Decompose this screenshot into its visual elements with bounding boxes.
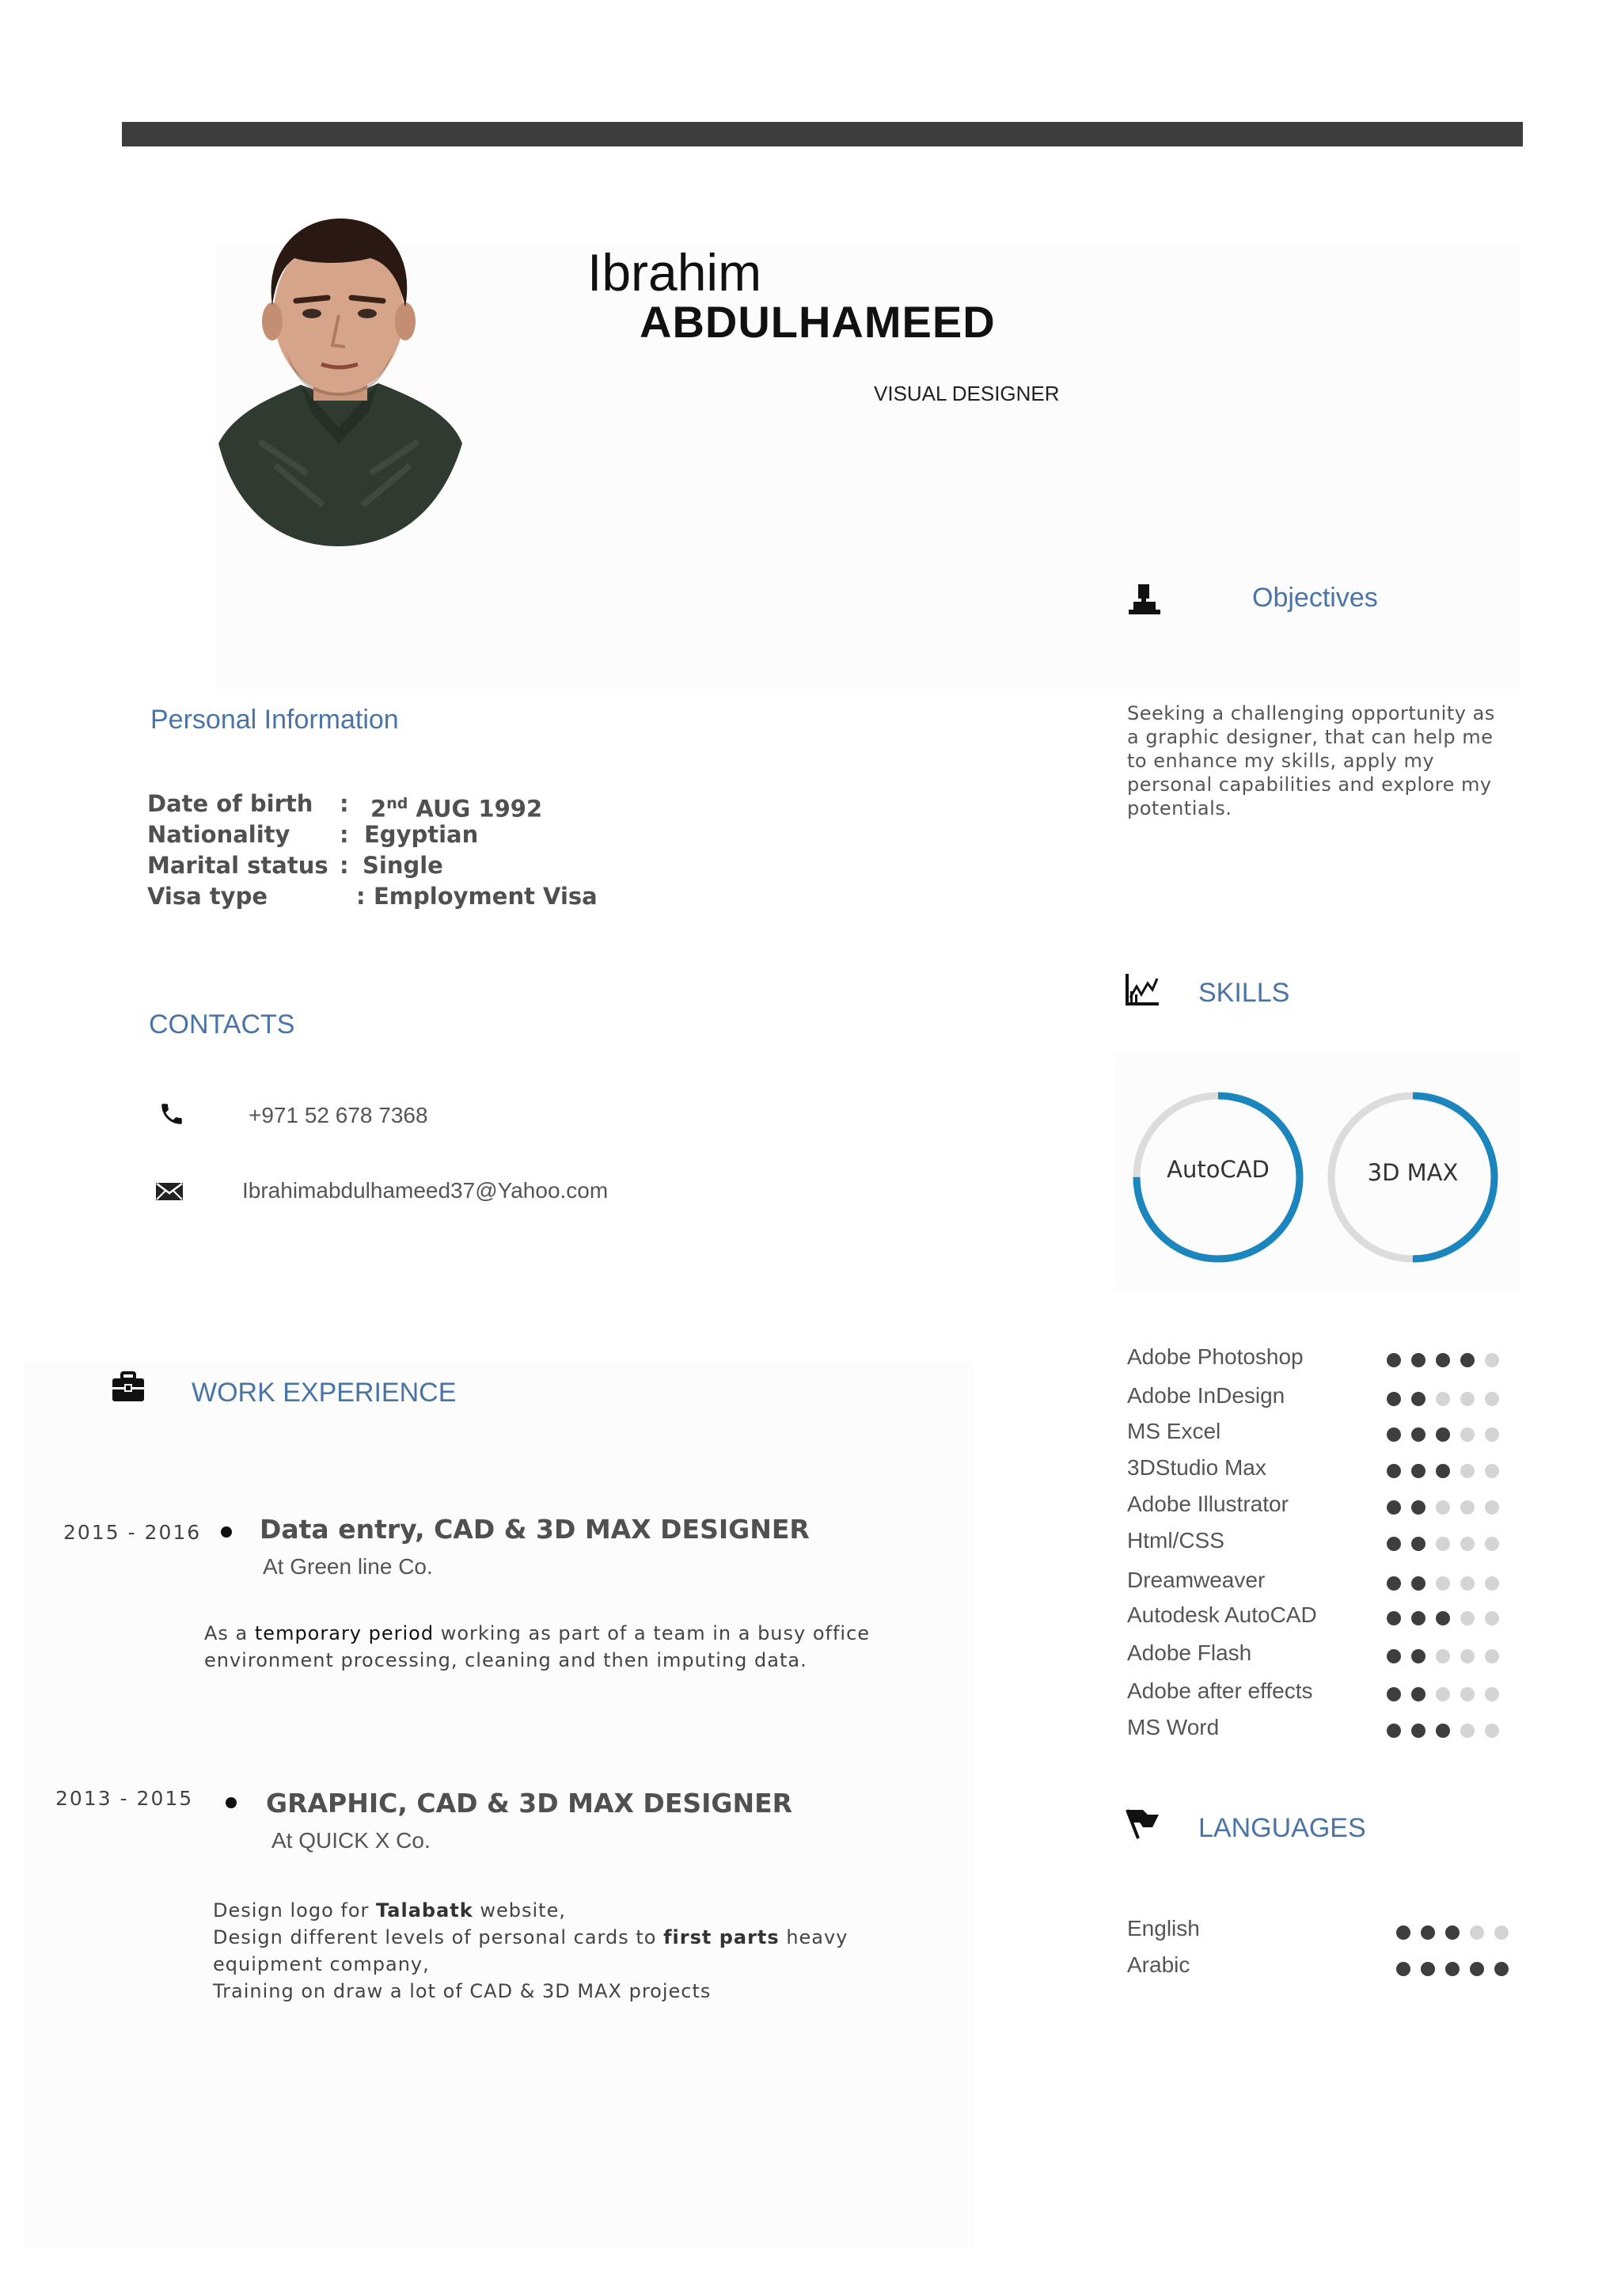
rating-dot bbox=[1485, 1576, 1499, 1591]
rating-dot bbox=[1421, 1962, 1435, 1976]
pi-row-visa bbox=[147, 881, 701, 912]
pi-label-dob: Date of birth bbox=[147, 790, 313, 817]
ring-label: AutoCAD bbox=[1167, 1156, 1270, 1183]
rating-dot bbox=[1470, 1962, 1484, 1976]
job-title-1: Data entry, CAD & 3D MAX DESIGNER bbox=[260, 1514, 810, 1545]
rating-dot bbox=[1411, 1392, 1425, 1406]
skill-rating bbox=[1387, 1392, 1513, 1408]
rating-dot bbox=[1411, 1500, 1425, 1515]
pi-row-marital bbox=[147, 850, 701, 881]
skill-rating bbox=[1387, 1611, 1513, 1627]
pi-row-nationality bbox=[147, 819, 701, 850]
skill-name: Adobe Illustrator bbox=[1127, 1492, 1289, 1516]
chart-icon bbox=[1124, 972, 1160, 1007]
rating-dot bbox=[1411, 1576, 1425, 1591]
rating-dot bbox=[1445, 1925, 1460, 1940]
job-years: 2015 - 2016 bbox=[63, 1521, 202, 1544]
job-years: 2013 - 2015 bbox=[55, 1787, 194, 1810]
phone-icon bbox=[158, 1100, 185, 1127]
job-title-2: GRAPHIC, CAD & 3D MAX DESIGNER bbox=[266, 1788, 793, 1819]
rating-dot bbox=[1436, 1687, 1450, 1701]
rating-dot bbox=[1421, 1925, 1435, 1940]
email-address[interactable]: Ibrahimabdulhameed37@Yahoo.com bbox=[242, 1178, 609, 1203]
rating-dot bbox=[1387, 1392, 1401, 1406]
skill-name: Adobe InDesign bbox=[1127, 1383, 1285, 1408]
skill-name: MS Excel bbox=[1127, 1419, 1221, 1443]
rating-dot bbox=[1396, 1925, 1410, 1940]
skill-rating bbox=[1387, 1576, 1513, 1592]
rating-dot bbox=[1460, 1427, 1475, 1442]
rating-dot bbox=[1485, 1392, 1499, 1406]
rating-dot bbox=[1387, 1353, 1401, 1367]
pi-label-nationality: Nationality bbox=[147, 821, 290, 848]
pi-colon: : bbox=[340, 852, 349, 879]
rating-dot bbox=[1485, 1464, 1499, 1478]
ring-label: 3D MAX bbox=[1367, 1159, 1459, 1186]
rating-dot bbox=[1436, 1353, 1450, 1367]
rating-dot bbox=[1411, 1724, 1425, 1738]
skill-rating bbox=[1387, 1427, 1513, 1443]
job-company-2: At QUICK X Co. bbox=[271, 1828, 431, 1853]
rating-dot bbox=[1460, 1537, 1475, 1551]
rating-dot bbox=[1387, 1687, 1401, 1701]
skill-name: Html/CSS bbox=[1127, 1528, 1224, 1553]
rating-dot bbox=[1494, 1925, 1509, 1940]
rating-dot bbox=[1436, 1500, 1450, 1515]
pi-colon: : bbox=[340, 821, 349, 848]
envelope-icon bbox=[155, 1181, 184, 1202]
contacts-heading: CONTACTS bbox=[149, 1009, 295, 1040]
rating-dot bbox=[1485, 1353, 1499, 1367]
briefcase-icon bbox=[111, 1371, 146, 1403]
rating-dot bbox=[1460, 1353, 1475, 1367]
profile-photo bbox=[212, 212, 467, 546]
phone-number[interactable]: +971 52 678 7368 bbox=[249, 1103, 428, 1127]
rating-dot bbox=[1411, 1464, 1425, 1478]
rating-dot bbox=[1436, 1649, 1450, 1663]
last-name: ABDULHAMEED bbox=[640, 297, 996, 347]
rating-dot bbox=[1485, 1649, 1499, 1663]
rating-dot bbox=[1485, 1611, 1499, 1625]
pi-label-marital: Marital status bbox=[147, 852, 328, 879]
rating-dot bbox=[1436, 1464, 1450, 1478]
rating-dot bbox=[1460, 1611, 1475, 1625]
skill-rating bbox=[1387, 1537, 1513, 1553]
job-title: VISUAL DESIGNER bbox=[874, 382, 1060, 405]
pi-value-marital: Single bbox=[363, 852, 443, 879]
pi-value-nationality: Egyptian bbox=[364, 821, 479, 848]
timeline-bullet bbox=[221, 1526, 232, 1538]
pi-label-visa: Visa type bbox=[147, 883, 268, 910]
rating-dot bbox=[1436, 1427, 1450, 1442]
rating-dot bbox=[1436, 1611, 1450, 1625]
rating-dot bbox=[1387, 1724, 1401, 1738]
rating-dot bbox=[1485, 1537, 1499, 1551]
skill-name: Adobe Photoshop bbox=[1127, 1344, 1304, 1369]
skill-rating bbox=[1387, 1724, 1513, 1739]
rating-dot bbox=[1460, 1464, 1475, 1478]
rating-dot bbox=[1485, 1500, 1499, 1515]
skill-rating bbox=[1387, 1464, 1513, 1480]
pi-value-visa: Employment Visa bbox=[374, 883, 598, 910]
skill-rating bbox=[1387, 1353, 1513, 1369]
rating-dot bbox=[1494, 1962, 1509, 1976]
rating-dot bbox=[1387, 1576, 1401, 1591]
rating-dot bbox=[1436, 1537, 1450, 1551]
rating-dot bbox=[1411, 1687, 1425, 1701]
skill-name: Autodesk AutoCAD bbox=[1127, 1602, 1317, 1627]
rating-dot bbox=[1387, 1649, 1401, 1663]
rating-dot bbox=[1470, 1925, 1484, 1940]
rating-dot bbox=[1460, 1687, 1475, 1701]
skill-rating bbox=[1387, 1687, 1513, 1703]
rating-dot bbox=[1387, 1500, 1401, 1515]
work-experience-heading: WORK EXPERIENCE bbox=[192, 1378, 457, 1408]
person-icon bbox=[1127, 583, 1162, 618]
rating-dot bbox=[1485, 1687, 1499, 1701]
rating-dot bbox=[1445, 1962, 1460, 1976]
language-rating bbox=[1396, 1962, 1523, 1978]
skill-ring-3dmax bbox=[1325, 1089, 1501, 1265]
rating-dot bbox=[1436, 1392, 1450, 1406]
rating-dot bbox=[1387, 1537, 1401, 1551]
rating-dot bbox=[1396, 1962, 1410, 1976]
language-name: Arabic bbox=[1127, 1952, 1190, 1977]
header-bar bbox=[122, 122, 1523, 146]
rating-dot bbox=[1411, 1649, 1425, 1663]
pi-colon: : bbox=[356, 883, 366, 910]
pi-colon: : bbox=[340, 790, 349, 817]
rating-dot bbox=[1411, 1427, 1425, 1442]
rating-dot bbox=[1460, 1724, 1475, 1738]
skills-heading: SKILLS bbox=[1198, 978, 1290, 1008]
rating-dot bbox=[1485, 1724, 1499, 1738]
language-rating bbox=[1396, 1925, 1523, 1941]
objective-text: Seeking a challenging opportunity as a graphic designer, that can help me to enhance my skills, apply my personal capabilities and explore my potentials. bbox=[1127, 702, 1495, 819]
rating-dot bbox=[1411, 1611, 1425, 1625]
rating-dot bbox=[1460, 1649, 1475, 1663]
job-description-1: As a temporary period working as part of a team in a busy office environment processing, cleaning and then imputing data. bbox=[204, 1622, 871, 1671]
rating-dot bbox=[1387, 1611, 1401, 1625]
rating-dot bbox=[1460, 1392, 1475, 1406]
skill-name: MS Word bbox=[1127, 1715, 1220, 1739]
skill-rating bbox=[1387, 1649, 1513, 1665]
language-name: English bbox=[1127, 1916, 1200, 1941]
first-name: Ibrahim bbox=[587, 243, 762, 302]
rating-dot bbox=[1411, 1537, 1425, 1551]
objectives-heading: Objectives bbox=[1252, 583, 1378, 613]
pi-value-dob: 2nd AUG 1992 bbox=[370, 795, 543, 823]
rating-dot bbox=[1460, 1500, 1475, 1515]
pi-row-dob bbox=[147, 789, 701, 823]
rating-dot bbox=[1436, 1576, 1450, 1591]
flag-icon bbox=[1124, 1807, 1162, 1842]
skill-name: 3DStudio Max bbox=[1127, 1455, 1266, 1480]
rating-dot bbox=[1485, 1427, 1499, 1442]
skill-ring-autocad bbox=[1130, 1089, 1306, 1265]
job-description-2: Design logo for Talabatk website, Design different levels of personal cards to first parts heavy equipment company, Training on draw a lot of CAD & 3D MAX projects bbox=[213, 1899, 848, 2002]
rating-dot bbox=[1411, 1353, 1425, 1367]
rating-dot bbox=[1436, 1724, 1450, 1738]
job-company-1: At Green line Co. bbox=[263, 1554, 433, 1579]
skill-rating bbox=[1387, 1500, 1513, 1516]
timeline-bullet bbox=[226, 1797, 237, 1808]
rating-dot bbox=[1387, 1464, 1401, 1478]
skill-name: Adobe after effects bbox=[1127, 1678, 1313, 1703]
skill-name: Dreamweaver bbox=[1127, 1568, 1266, 1592]
rating-dot bbox=[1460, 1576, 1475, 1591]
personal-info-heading: Personal Information bbox=[150, 705, 399, 735]
skill-name: Adobe Flash bbox=[1127, 1640, 1252, 1665]
rating-dot bbox=[1387, 1427, 1401, 1442]
languages-heading: LANGUAGES bbox=[1198, 1813, 1366, 1843]
